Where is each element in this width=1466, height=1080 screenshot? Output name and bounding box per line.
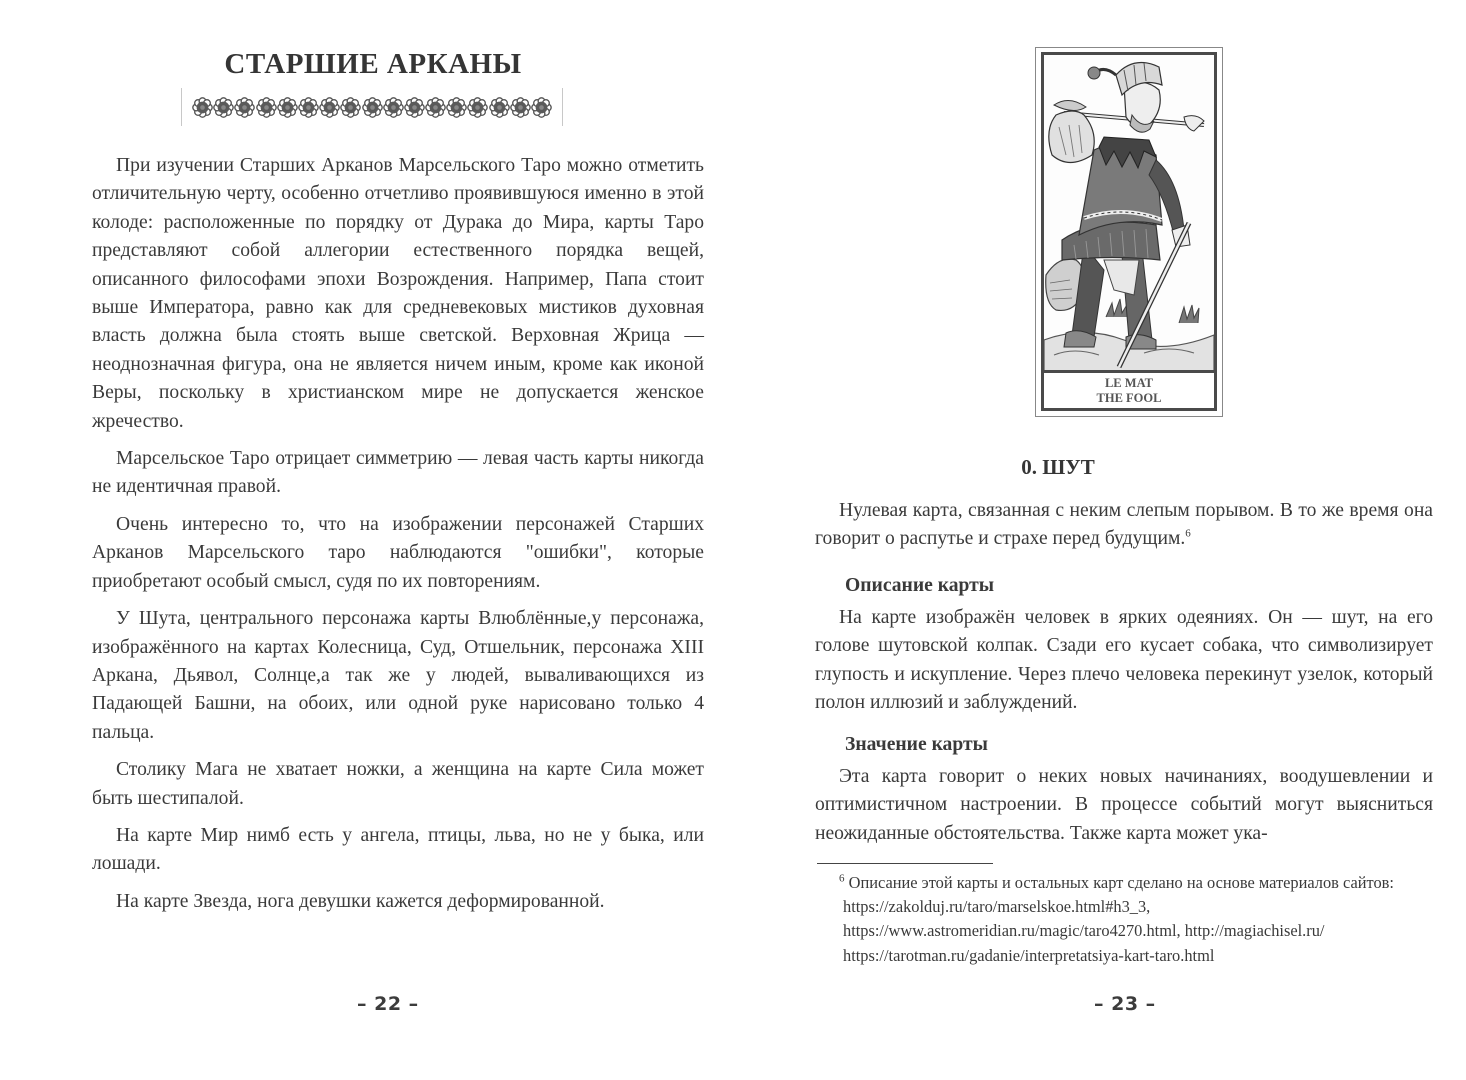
meaning-paragraph: Эта карта говорит о неких новых начинаниях, воодушевлении и оптимистичном настроении. В процессе событий могут выясниться неожиданные обстоятельства. Также карта может ука- [815,766,1433,844]
paragraph: На карте Мир нимб есть у ангела, птицы, льва, но не у быка, или лошади. [92,824,704,875]
right-page [733,0,1466,1080]
footnote-number: 6 [839,872,845,885]
description-block [815,572,1433,726]
card-caption [1044,370,1214,408]
card-title-french: LE MAT [1104,376,1154,390]
paragraph: Очень интересно то, что на изображении персонажей Старших Арканов Марсельского таро наблюдаются "ошибки", которые приобретают особый смысл, судя по их повторениям. [92,513,704,592]
footnote-link[interactable]: https://zakolduj.ru/taro/marselskoe.html#h3_3, [843,897,1151,917]
flower-rosette-icon [213,97,234,118]
intro-paragraph [815,497,1433,554]
flower-rosette-icon [383,97,404,118]
footnote-link[interactable]: https://www.astromeridian.ru/magic/taro4270.html, http://magiachisel.ru/ [843,921,1325,941]
footnote-body: Описание этой карты и остальных карт сделано на основе материалов сайтов: [848,873,1394,892]
flower-rosette-icon [467,97,488,118]
paragraph: У Шута, центрального персонажа карты Влюблённые,у персонажа, изображённого на картах Колесница, Суд, Отшельник, персонажа XIII Аркана, Дьявол, Солнце,а так же у людей, вываливающихся из Падающей Башни, на обоих, или одной руке нарисовано только 4 пальца. [92,608,704,743]
description-paragraph: На карте изображён человек в ярких одеяниях. Он — шут, на его голове шутовской колпак. Сзади его кусает собака, что символизирует глупость и искупление. Через плечо человека перекинут узелок, который полон иллюзий и заблуждений. [815,607,1433,714]
section-title: 0. ШУТ [1021,455,1095,479]
intro-block [815,497,1433,562]
decorative-ornament-divider [181,88,563,126]
description-heading: Описание карты [845,575,995,596]
flower-rosette-icon [446,97,467,118]
page-number-left: – 22 – [357,993,419,1015]
flower-rosette-icon [277,97,298,118]
flower-rosette-icon [192,97,213,118]
card-title-english: THE FOOL [1096,391,1162,405]
paragraph: На карте Звезда, нога девушки кажется деформированной. [116,890,605,912]
flower-rosette-icon [340,97,361,118]
flower-rosette-icon [234,97,255,118]
paragraph: Столику Мага не хватает ножки, а женщина на карте Сила может быть шестипалой. [92,759,704,809]
paragraph: При изучении Старших Арканов Марсельского Таро можно отметить отличительную черту, особенно отчетливо проявившуюся именно в этой колоде: расположенные по порядку от Дурака до Мира, карты Таро представляют собой аллегории естественного порядка вещей, описанного философами эпохи Возрождения. Например, Папа стоит выше Императора, равно как для средневековых мистиков духовная власть должна была стоять выше светской. Верховная Жрица — неоднозначная фигура, она не является ничем иным, кроме как иконой Веры, поскольку в христианском мире не допускается женское жречество. [92,155,704,432]
left-page-body [92,152,704,925]
flower-rosette-icon [319,97,340,118]
page-number-right: – 23 – [1094,993,1156,1015]
footnote-link[interactable]: https://tarotman.ru/gadanie/interpretatsiya-kart-taro.html [843,945,1215,965]
flower-rosette-icon [362,97,383,118]
flower-rosette-icon [531,97,552,118]
footnote [817,871,1429,968]
chapter-title: СТАРШИЕ АРКАНЫ [224,48,522,80]
footnote-text [817,871,1429,895]
footnote-reference[interactable]: 6 [1185,527,1191,540]
footnote-divider [817,863,993,864]
tarot-card-image [1035,47,1223,417]
flower-rosette-icon [404,97,425,118]
flower-rosette-icon [298,97,319,118]
intro-text: Нулевая карта, связанная с неким слепым порывом. В то же время она говорит о распутье и страхе перед будущим. [815,500,1433,550]
paragraph: Марсельское Таро отрицает симметрию — левая часть карты никогда не идентичная правой. [92,448,704,498]
meaning-heading: Значение карты [845,734,988,755]
flower-rosette-icon [256,97,277,118]
flower-rosette-icon [489,97,510,118]
flower-rosette-icon [425,97,446,118]
fool-figure-illustration [1044,55,1214,373]
meaning-block [815,731,1433,856]
flower-rosette-icon [510,97,531,118]
